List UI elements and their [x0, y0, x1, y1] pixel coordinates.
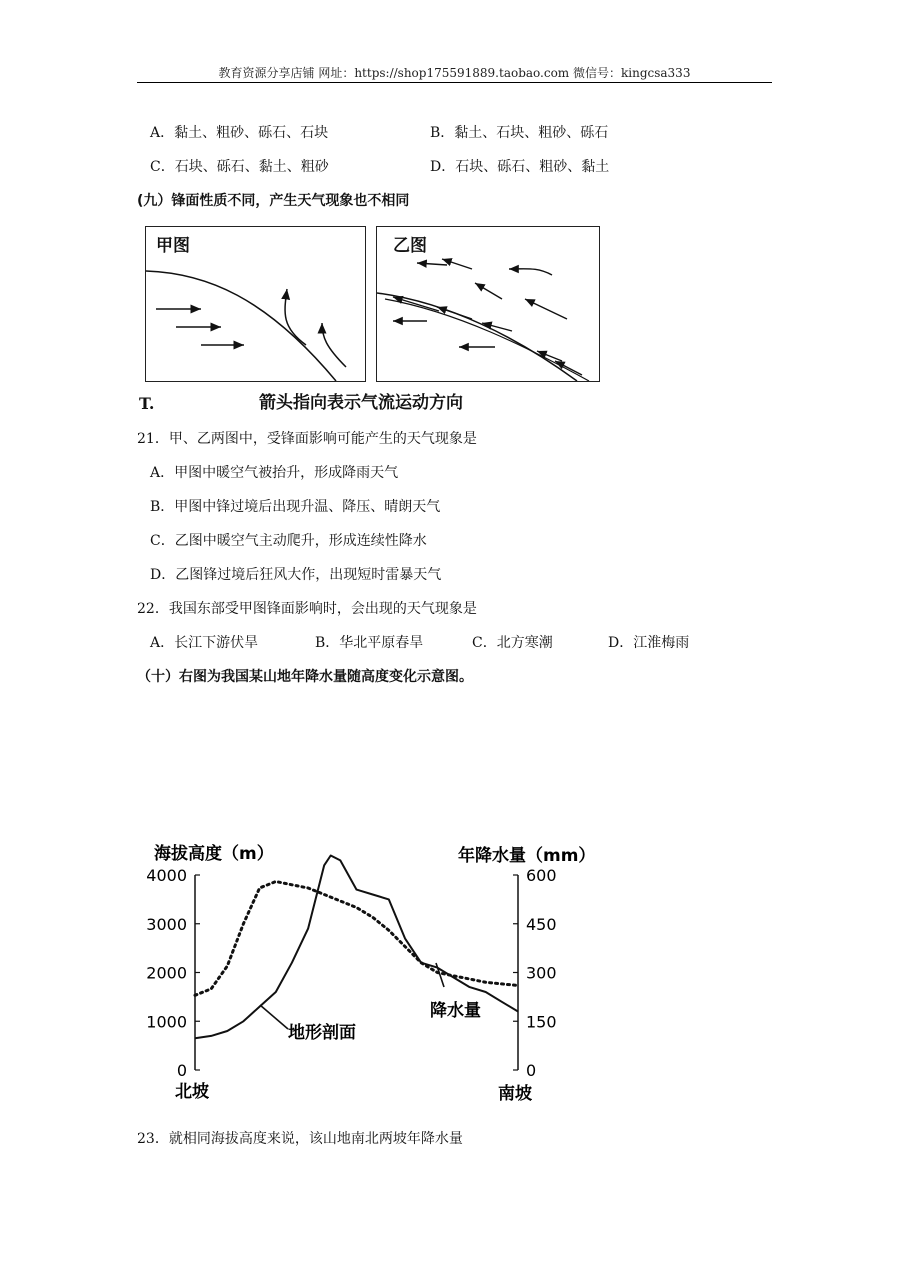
- precip-series-label: 降水量: [430, 1001, 481, 1021]
- section9-title: (九）锋面性质不同，产生天气现象也不相同: [137, 193, 410, 209]
- rising-airflow-arrow: [322, 323, 346, 367]
- right-tick-label: 600: [526, 866, 557, 885]
- q21-stem: 21．甲、乙两图中，受锋面影响可能产生的天气现象是: [137, 431, 477, 447]
- q21-option-b: B．甲图中锋过境后出现升温、降压、晴朗天气: [150, 499, 441, 515]
- q22-option-d: D．江淮梅雨: [608, 635, 690, 651]
- side-mark: T.: [139, 394, 155, 413]
- airflow-arrow: [393, 297, 439, 311]
- diagram-yi: [376, 226, 600, 382]
- q22-option-c: C．北方寒潮: [472, 635, 553, 651]
- front-surface-yi: [377, 293, 577, 381]
- terrain-series-label: 地形剖面: [288, 1023, 356, 1043]
- q22-stem: 22．我国东部受甲图锋面影响时，会出现的天气现象是: [137, 601, 477, 617]
- left-tick-label: 2000: [146, 963, 187, 983]
- q21-option-c: C．乙图中暖空气主动爬升，形成连续性降水: [150, 533, 427, 549]
- airflow-arrow: [509, 269, 552, 275]
- left-tick-label: 1000: [146, 1012, 187, 1032]
- right-axis-title: 年降水量（mm）: [458, 846, 596, 866]
- terrain-label-leader: [260, 1005, 288, 1029]
- q21-option-d: D．乙图锋过境后狂风大作，出现短时雷暴天气: [150, 567, 442, 583]
- airflow-arrow: [525, 299, 567, 319]
- airflow-arrow: [417, 263, 447, 265]
- diagram-yi-svg: [377, 227, 599, 381]
- right-tick-label: 0: [526, 1061, 537, 1080]
- diagram-jia: [145, 226, 366, 382]
- q20-option-b: B．黏土、石块、粗砂、砾石: [430, 125, 609, 141]
- front-surface-jia: [146, 271, 336, 381]
- airflow-arrow: [475, 283, 502, 299]
- precipitation-line: [195, 882, 518, 996]
- left-tick-label: 0: [176, 1061, 187, 1080]
- q23-stem: 23．就相同海拔高度来说，该山地南北两坡年降水量: [137, 1131, 463, 1147]
- airflow-arrow: [437, 307, 472, 319]
- x-start-label: 北坡: [175, 1082, 209, 1102]
- q22-option-b: B．华北平原春旱: [315, 635, 424, 651]
- right-tick-label: 450: [526, 914, 557, 934]
- left-tick-label: 4000: [146, 866, 187, 885]
- section10-title: （十）右图为我国某山地年降水量随高度变化示意图。: [137, 669, 473, 685]
- diagram-yi-label: 乙图: [393, 236, 427, 256]
- q20-option-d: D．石块、砾石、粗砂、黏土: [430, 159, 610, 175]
- diagram-jia-svg: [146, 227, 365, 381]
- precipitation-elevation-chart: [140, 835, 600, 1110]
- left-tick-label: 3000: [146, 914, 187, 934]
- left-axis-title: 海拔高度（m）: [154, 844, 274, 864]
- right-tick-label: 300: [526, 963, 557, 983]
- airflow-arrow: [442, 259, 472, 269]
- diagram-caption: 箭头指向表示气流运动方向: [259, 393, 463, 413]
- right-tick-label: 150: [526, 1012, 557, 1032]
- x-end-label: 南坡: [498, 1084, 532, 1104]
- page-header: 教育资源分享店铺 网址：https://shop175591889.taobao.com 微信号：kingcsa333: [218, 66, 691, 80]
- q21-option-a: A．甲图中暖空气被抬升，形成降雨天气: [150, 465, 399, 481]
- rising-airflow-arrow: [285, 289, 306, 345]
- header-divider: [137, 82, 772, 83]
- q20-option-a: A．黏土、粗砂、砾石、石块: [150, 125, 329, 141]
- diagram-jia-label: 甲图: [156, 236, 190, 256]
- q20-option-c: C．石块、砾石、黏土、粗砂: [150, 159, 329, 175]
- q22-option-a: A．长江下游伏旱: [150, 635, 259, 651]
